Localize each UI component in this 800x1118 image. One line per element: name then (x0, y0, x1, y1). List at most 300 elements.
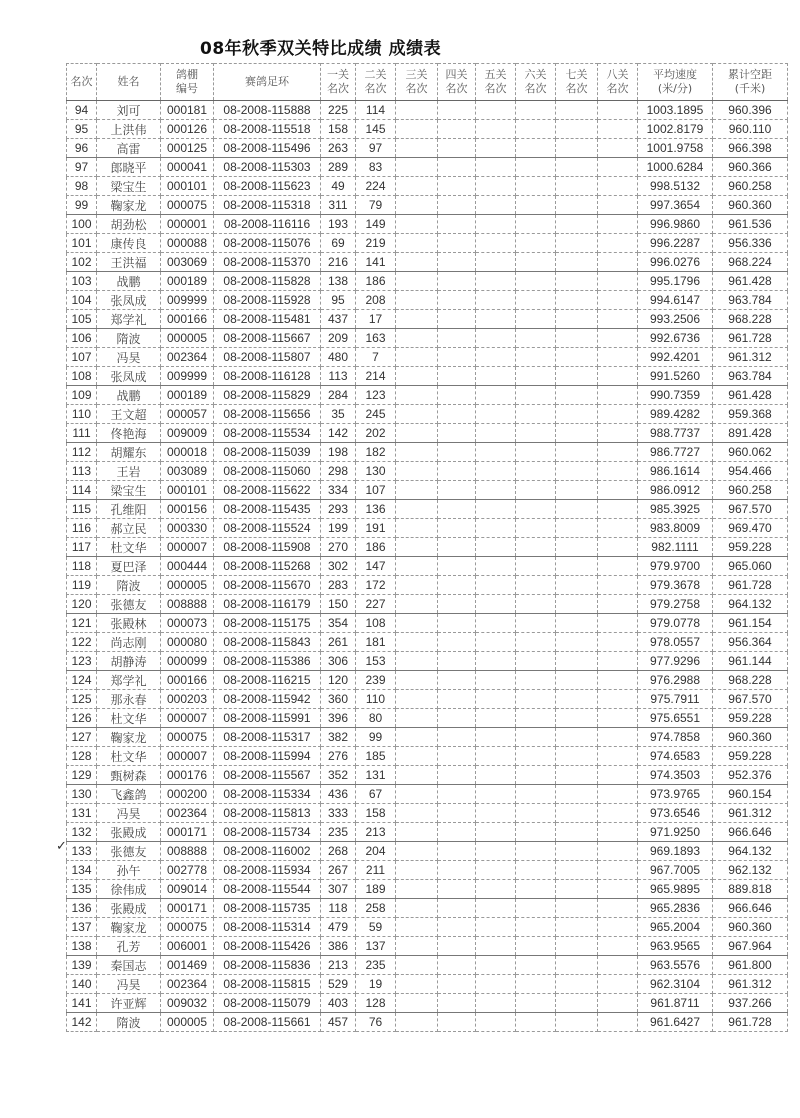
cell-rank: 138 (67, 937, 97, 956)
cell-stage6-rank (516, 766, 556, 785)
cell-stage4-rank (438, 804, 476, 823)
cell-ring-number: 08-2008-115623 (214, 177, 321, 196)
cell-stage2-rank: 245 (356, 405, 396, 424)
cell-stage5-rank (476, 975, 516, 994)
cell-stage3-rank (396, 766, 438, 785)
cell-stage4-rank (438, 405, 476, 424)
cell-name: 郑学礼 (97, 671, 161, 690)
cell-stage3-rank (396, 481, 438, 500)
cell-stage3-rank (396, 139, 438, 158)
cell-stage7-rank (556, 595, 598, 614)
cell-stage8-rank (598, 557, 638, 576)
cell-stage3-rank (396, 747, 438, 766)
cell-ring-number: 08-2008-115815 (214, 975, 321, 994)
cell-stage4-rank (438, 842, 476, 861)
cell-stage2-rank: 107 (356, 481, 396, 500)
cell-stage3-rank (396, 443, 438, 462)
cell-stage3-rank (396, 215, 438, 234)
cell-stage4-rank (438, 861, 476, 880)
header-label-line1: 六关 (524, 68, 547, 81)
cell-stage2-rank: 145 (356, 120, 396, 139)
cell-avg-speed: 967.7005 (638, 861, 713, 880)
cell-loft-id: 000125 (161, 139, 214, 158)
cell-loft-id: 000189 (161, 272, 214, 291)
cell-stage7-rank (556, 918, 598, 937)
cell-stage3-rank (396, 405, 438, 424)
cell-stage7-rank (556, 880, 598, 899)
table-row (67, 652, 788, 671)
cell-stage2-rank: 99 (356, 728, 396, 747)
cell-name: 梁宝生 (97, 481, 161, 500)
cell-stage3-rank (396, 956, 438, 975)
cell-stage2-rank: 239 (356, 671, 396, 690)
cell-total-distance: 952.376 (713, 766, 788, 785)
cell-total-distance: 959.228 (713, 709, 788, 728)
table-row (67, 994, 788, 1013)
cell-avg-speed: 979.9700 (638, 557, 713, 576)
table-row (67, 690, 788, 709)
cell-stage4-rank (438, 177, 476, 196)
cell-rank: 125 (67, 690, 97, 709)
cell-avg-speed: 1003.1895 (638, 101, 713, 120)
cell-stage3-rank (396, 937, 438, 956)
cell-stage5-rank (476, 937, 516, 956)
cell-stage1-rank: 298 (321, 462, 356, 481)
cell-avg-speed: 996.9860 (638, 215, 713, 234)
cell-stage6-rank (516, 880, 556, 899)
cell-stage5-rank (476, 424, 516, 443)
column-header-stage3-rank (396, 64, 438, 101)
cell-stage2-rank: 123 (356, 386, 396, 405)
cell-stage5-rank (476, 994, 516, 1013)
cell-total-distance: 960.360 (713, 196, 788, 215)
table-row (67, 595, 788, 614)
cell-stage4-rank (438, 614, 476, 633)
cell-stage2-rank: 204 (356, 842, 396, 861)
cell-stage7-rank (556, 728, 598, 747)
cell-stage6-rank (516, 291, 556, 310)
cell-stage5-rank (476, 614, 516, 633)
cell-ring-number: 08-2008-115667 (214, 329, 321, 348)
cell-ring-number: 08-2008-115908 (214, 538, 321, 557)
column-header-stage6-rank (516, 64, 556, 101)
cell-ring-number: 08-2008-115314 (214, 918, 321, 937)
table-row (67, 291, 788, 310)
cell-stage4-rank (438, 1013, 476, 1032)
table-row (67, 557, 788, 576)
cell-stage2-rank: 79 (356, 196, 396, 215)
page-title: 08年秋季双关特比成绩 成绩表 (200, 39, 442, 59)
cell-stage4-rank (438, 823, 476, 842)
cell-ring-number: 08-2008-115807 (214, 348, 321, 367)
cell-stage5-rank (476, 576, 516, 595)
cell-stage3-rank (396, 823, 438, 842)
cell-avg-speed: 975.7911 (638, 690, 713, 709)
cell-stage4-rank (438, 101, 476, 120)
cell-stage4-rank (438, 538, 476, 557)
cell-name: 隋波 (97, 1013, 161, 1032)
cell-stage4-rank (438, 633, 476, 652)
cell-loft-id: 001469 (161, 956, 214, 975)
cell-stage8-rank (598, 690, 638, 709)
cell-stage1-rank: 69 (321, 234, 356, 253)
cell-rank: 104 (67, 291, 97, 310)
cell-stage2-rank: 67 (356, 785, 396, 804)
cell-ring-number: 08-2008-115435 (214, 500, 321, 519)
cell-name: 夏巴泽 (97, 557, 161, 576)
cell-stage8-rank (598, 633, 638, 652)
table-row (67, 500, 788, 519)
cell-rank: 127 (67, 728, 97, 747)
column-header-name (97, 64, 161, 101)
cell-stage8-rank (598, 405, 638, 424)
cell-stage8-rank (598, 443, 638, 462)
cell-avg-speed: 963.5576 (638, 956, 713, 975)
cell-stage8-rank (598, 519, 638, 538)
cell-rank: 131 (67, 804, 97, 823)
cell-loft-id: 000126 (161, 120, 214, 139)
cell-stage3-rank (396, 538, 438, 557)
cell-stage4-rank (438, 880, 476, 899)
cell-avg-speed: 979.0778 (638, 614, 713, 633)
cell-rank: 135 (67, 880, 97, 899)
cell-avg-speed: 986.1614 (638, 462, 713, 481)
cell-stage3-rank (396, 120, 438, 139)
table-row (67, 234, 788, 253)
cell-stage7-rank (556, 519, 598, 538)
cell-stage8-rank (598, 329, 638, 348)
table-row (67, 177, 788, 196)
table-row (67, 424, 788, 443)
cell-name: 孙午 (97, 861, 161, 880)
column-header-stage2-rank (356, 64, 396, 101)
cell-total-distance: 961.428 (713, 386, 788, 405)
cell-stage2-rank: 219 (356, 234, 396, 253)
cell-stage1-rank: 293 (321, 500, 356, 519)
cell-ring-number: 08-2008-115318 (214, 196, 321, 215)
cell-ring-number: 08-2008-115994 (214, 747, 321, 766)
table-row (67, 766, 788, 785)
cell-stage7-rank (556, 899, 598, 918)
cell-loft-id: 000171 (161, 823, 214, 842)
cell-stage2-rank: 227 (356, 595, 396, 614)
cell-loft-id: 000088 (161, 234, 214, 253)
cell-stage3-rank (396, 842, 438, 861)
cell-stage5-rank (476, 291, 516, 310)
cell-stage7-rank (556, 671, 598, 690)
cell-name: 高雷 (97, 139, 161, 158)
cell-stage7-rank (556, 766, 598, 785)
cell-name: 杜文华 (97, 747, 161, 766)
cell-stage2-rank: 202 (356, 424, 396, 443)
table-row (67, 823, 788, 842)
cell-avg-speed: 996.2287 (638, 234, 713, 253)
cell-ring-number: 08-2008-115039 (214, 443, 321, 462)
cell-name: 张德友 (97, 842, 161, 861)
cell-total-distance: 961.312 (713, 975, 788, 994)
cell-stage3-rank (396, 633, 438, 652)
header-label-line1: 赛鸽足环 (245, 75, 289, 88)
cell-loft-id: 000005 (161, 329, 214, 348)
cell-rank: 116 (67, 519, 97, 538)
cell-stage2-rank: 130 (356, 462, 396, 481)
cell-stage7-rank (556, 481, 598, 500)
cell-stage2-rank: 19 (356, 975, 396, 994)
cell-stage3-rank (396, 291, 438, 310)
cell-stage1-rank: 276 (321, 747, 356, 766)
cell-name: 冯昊 (97, 975, 161, 994)
cell-avg-speed: 973.9765 (638, 785, 713, 804)
header-label-line1: 名次 (70, 75, 93, 88)
cell-rank: 105 (67, 310, 97, 329)
cell-stage6-rank (516, 272, 556, 291)
cell-stage1-rank: 198 (321, 443, 356, 462)
cell-stage6-rank (516, 785, 556, 804)
table-row (67, 310, 788, 329)
cell-stage6-rank (516, 500, 556, 519)
cell-name: 许亚辉 (97, 994, 161, 1013)
cell-name: 张殿林 (97, 614, 161, 633)
cell-stage8-rank (598, 937, 638, 956)
table-row (67, 519, 788, 538)
cell-total-distance: 960.258 (713, 177, 788, 196)
cell-stage2-rank: 108 (356, 614, 396, 633)
cell-name: 刘可 (97, 101, 161, 120)
cell-ring-number: 08-2008-115175 (214, 614, 321, 633)
table-row (67, 671, 788, 690)
cell-stage7-rank (556, 310, 598, 329)
cell-total-distance: 961.728 (713, 329, 788, 348)
cell-stage7-rank (556, 272, 598, 291)
cell-total-distance: 960.258 (713, 481, 788, 500)
cell-rank: 123 (67, 652, 97, 671)
cell-stage7-rank (556, 823, 598, 842)
cell-total-distance: 961.312 (713, 804, 788, 823)
cell-name: 杜文华 (97, 709, 161, 728)
column-header-stage5-rank (476, 64, 516, 101)
cell-loft-id: 002778 (161, 861, 214, 880)
cell-stage1-rank: 457 (321, 1013, 356, 1032)
cell-ring-number: 08-2008-115888 (214, 101, 321, 120)
cell-stage6-rank (516, 747, 556, 766)
cell-name: 王文超 (97, 405, 161, 424)
cell-stage7-rank (556, 709, 598, 728)
cell-rank: 108 (67, 367, 97, 386)
cell-stage8-rank (598, 880, 638, 899)
cell-loft-id: 000001 (161, 215, 214, 234)
cell-loft-id: 000080 (161, 633, 214, 652)
cell-rank: 136 (67, 899, 97, 918)
cell-stage8-rank (598, 462, 638, 481)
cell-stage6-rank (516, 405, 556, 424)
cell-stage7-rank (556, 177, 598, 196)
cell-total-distance: 966.398 (713, 139, 788, 158)
table-row (67, 158, 788, 177)
cell-stage7-rank (556, 367, 598, 386)
cell-total-distance: 969.470 (713, 519, 788, 538)
cell-stage5-rank (476, 500, 516, 519)
cell-stage7-rank (556, 253, 598, 272)
cell-stage7-rank (556, 405, 598, 424)
table-row (67, 709, 788, 728)
cell-stage1-rank: 263 (321, 139, 356, 158)
cell-name: 王洪福 (97, 253, 161, 272)
cell-rank: 130 (67, 785, 97, 804)
column-header-stage4-rank (438, 64, 476, 101)
cell-rank: 102 (67, 253, 97, 272)
cell-stage2-rank: 59 (356, 918, 396, 937)
cell-stage4-rank (438, 595, 476, 614)
cell-total-distance: 889.818 (713, 880, 788, 899)
cell-stage4-rank (438, 462, 476, 481)
cell-stage8-rank (598, 595, 638, 614)
cell-stage6-rank (516, 101, 556, 120)
cell-stage7-rank (556, 443, 598, 462)
cell-stage4-rank (438, 158, 476, 177)
cell-total-distance: 961.144 (713, 652, 788, 671)
cell-loft-id: 008888 (161, 842, 214, 861)
cell-rank: 122 (67, 633, 97, 652)
cell-total-distance: 960.366 (713, 158, 788, 177)
cell-stage5-rank (476, 196, 516, 215)
cell-avg-speed: 985.3925 (638, 500, 713, 519)
cell-stage2-rank: 131 (356, 766, 396, 785)
cell-stage8-rank (598, 671, 638, 690)
cell-rank: 141 (67, 994, 97, 1013)
cell-stage5-rank (476, 272, 516, 291)
header-label-line1: 四关 (445, 68, 468, 81)
cell-stage5-rank (476, 861, 516, 880)
cell-loft-id: 000073 (161, 614, 214, 633)
header-label-line1: 姓名 (117, 75, 140, 88)
cell-stage4-rank (438, 234, 476, 253)
cell-stage6-rank (516, 1013, 556, 1032)
table-row (67, 899, 788, 918)
cell-stage6-rank (516, 443, 556, 462)
cell-stage4-rank (438, 975, 476, 994)
cell-loft-id: 000200 (161, 785, 214, 804)
cell-stage8-rank (598, 196, 638, 215)
cell-stage2-rank: 181 (356, 633, 396, 652)
cell-stage6-rank (516, 348, 556, 367)
cell-rank: 103 (67, 272, 97, 291)
cell-stage5-rank (476, 462, 516, 481)
column-header-avg-speed (638, 64, 713, 101)
cell-stage5-rank (476, 139, 516, 158)
cell-avg-speed: 971.9250 (638, 823, 713, 842)
table-row (67, 443, 788, 462)
header-label-line2: (米/分) (657, 82, 693, 95)
cell-name: 王岩 (97, 462, 161, 481)
cell-loft-id: 000007 (161, 538, 214, 557)
cell-loft-id: 000075 (161, 196, 214, 215)
cell-name: 甄树森 (97, 766, 161, 785)
cell-stage6-rank (516, 918, 556, 937)
cell-stage5-rank (476, 690, 516, 709)
cell-total-distance: 891.428 (713, 424, 788, 443)
cell-total-distance: 956.336 (713, 234, 788, 253)
cell-stage1-rank: 209 (321, 329, 356, 348)
cell-total-distance: 967.570 (713, 690, 788, 709)
cell-rank: 106 (67, 329, 97, 348)
cell-stage3-rank (396, 576, 438, 595)
cell-name: 郑学礼 (97, 310, 161, 329)
cell-name: 张凤成 (97, 367, 161, 386)
cell-stage5-rank (476, 804, 516, 823)
cell-avg-speed: 997.3654 (638, 196, 713, 215)
cell-stage2-rank: 17 (356, 310, 396, 329)
cell-stage4-rank (438, 291, 476, 310)
cell-name: 胡耀东 (97, 443, 161, 462)
cell-name: 秦国志 (97, 956, 161, 975)
cell-ring-number: 08-2008-115370 (214, 253, 321, 272)
cell-stage2-rank: 97 (356, 139, 396, 158)
cell-stage8-rank (598, 272, 638, 291)
cell-rank: 132 (67, 823, 97, 842)
cell-stage2-rank: 128 (356, 994, 396, 1013)
cell-name: 战鹏 (97, 272, 161, 291)
header-label-line2: 名次 (565, 82, 588, 95)
table-row (67, 367, 788, 386)
cell-stage1-rank: 193 (321, 215, 356, 234)
cell-rank: 111 (67, 424, 97, 443)
cell-ring-number: 08-2008-115268 (214, 557, 321, 576)
cell-ring-number: 08-2008-115661 (214, 1013, 321, 1032)
cell-stage5-rank (476, 253, 516, 272)
cell-total-distance: 961.800 (713, 956, 788, 975)
cell-stage1-rank: 261 (321, 633, 356, 652)
cell-rank: 94 (67, 101, 97, 120)
cell-name: 鞠家龙 (97, 918, 161, 937)
cell-name: 郎晓平 (97, 158, 161, 177)
cell-ring-number: 08-2008-115317 (214, 728, 321, 747)
cell-total-distance: 961.536 (713, 215, 788, 234)
cell-stage3-rank (396, 918, 438, 937)
header-label-line1: 五关 (484, 68, 507, 81)
cell-stage3-rank (396, 557, 438, 576)
cell-stage5-rank (476, 747, 516, 766)
cell-name: 尚志刚 (97, 633, 161, 652)
cell-stage3-rank (396, 177, 438, 196)
cell-stage4-rank (438, 196, 476, 215)
cell-rank: 137 (67, 918, 97, 937)
cell-ring-number: 08-2008-116179 (214, 595, 321, 614)
cell-stage8-rank (598, 823, 638, 842)
cell-stage4-rank (438, 386, 476, 405)
cell-total-distance: 962.132 (713, 861, 788, 880)
cell-stage6-rank (516, 120, 556, 139)
cell-name: 胡劲松 (97, 215, 161, 234)
cell-stage3-rank (396, 785, 438, 804)
cell-stage7-rank (556, 747, 598, 766)
cell-loft-id: 000166 (161, 310, 214, 329)
cell-avg-speed: 983.8009 (638, 519, 713, 538)
cell-stage4-rank (438, 120, 476, 139)
header-label-line1: 鸽棚 (176, 68, 198, 81)
cell-avg-speed: 988.7737 (638, 424, 713, 443)
cell-stage4-rank (438, 500, 476, 519)
cell-avg-speed: 978.0557 (638, 633, 713, 652)
cell-stage7-rank (556, 1013, 598, 1032)
cell-total-distance: 937.266 (713, 994, 788, 1013)
cell-stage6-rank (516, 481, 556, 500)
cell-stage5-rank (476, 899, 516, 918)
cell-ring-number: 08-2008-115942 (214, 690, 321, 709)
cell-loft-id: 000171 (161, 899, 214, 918)
cell-avg-speed: 993.2506 (638, 310, 713, 329)
cell-stage5-rank (476, 1013, 516, 1032)
cell-stage4-rank (438, 766, 476, 785)
